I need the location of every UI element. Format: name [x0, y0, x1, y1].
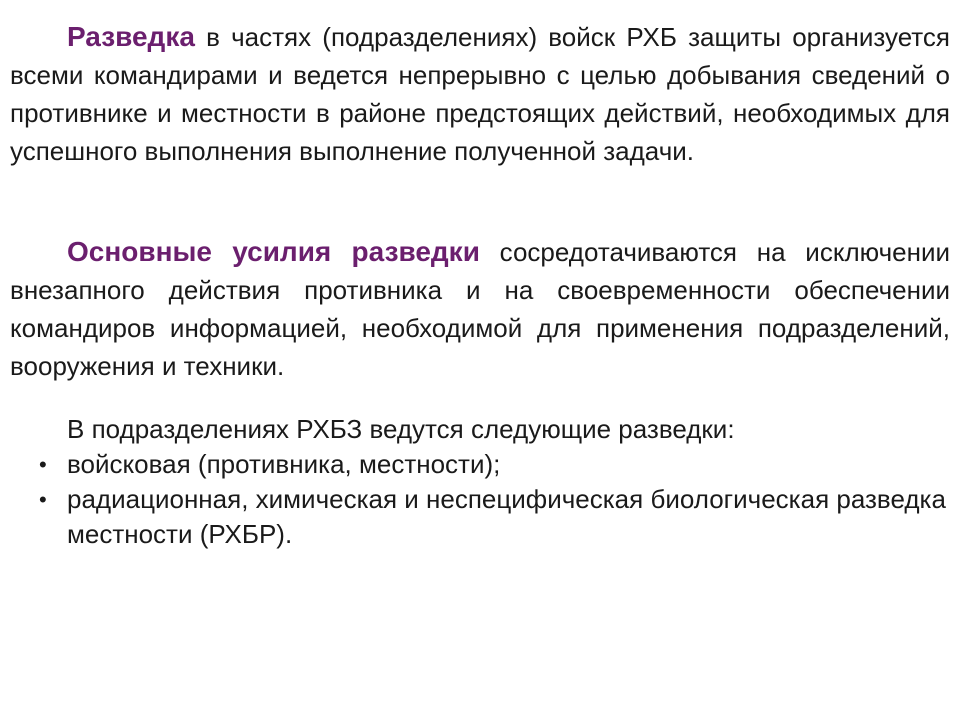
- bullet-icon: •: [39, 487, 47, 512]
- reconnaissance-types-block: [10, 412, 950, 552]
- list-item-text: радиационная, химическая и неспецифическая биологическая разведка местности (РХБР).: [67, 484, 946, 549]
- highlight-term: Основные усилия разведки: [67, 236, 480, 267]
- list-item: [10, 447, 950, 482]
- paragraph-reconnaissance-definition: [10, 18, 950, 170]
- paragraph-text: в частях (подразделениях) войск РХБ защиты организуется всеми командирами и ведется непрерывно с целью добывания сведений о противнике и местности в районе предстоящих действий, необходимых для успешного выполнения выполнение полученной задачи.: [10, 22, 951, 166]
- reconnaissance-types-list: [10, 447, 950, 552]
- list-item: [10, 482, 950, 552]
- list-intro: В подразделениях РХБЗ ведутся следующие разведки:: [67, 414, 735, 444]
- paragraph-main-efforts: [10, 233, 950, 385]
- list-item-text: войсковая (противника, местности);: [67, 449, 501, 479]
- highlight-term: Разведка: [67, 21, 195, 52]
- paragraph-text: сосредотачиваются на исключении внезапного действия противника и на своевременности обеспечении командиров информацией, необходимой для применения подразделений, вооружения и техники.: [10, 237, 951, 381]
- bullet-icon: •: [39, 452, 47, 477]
